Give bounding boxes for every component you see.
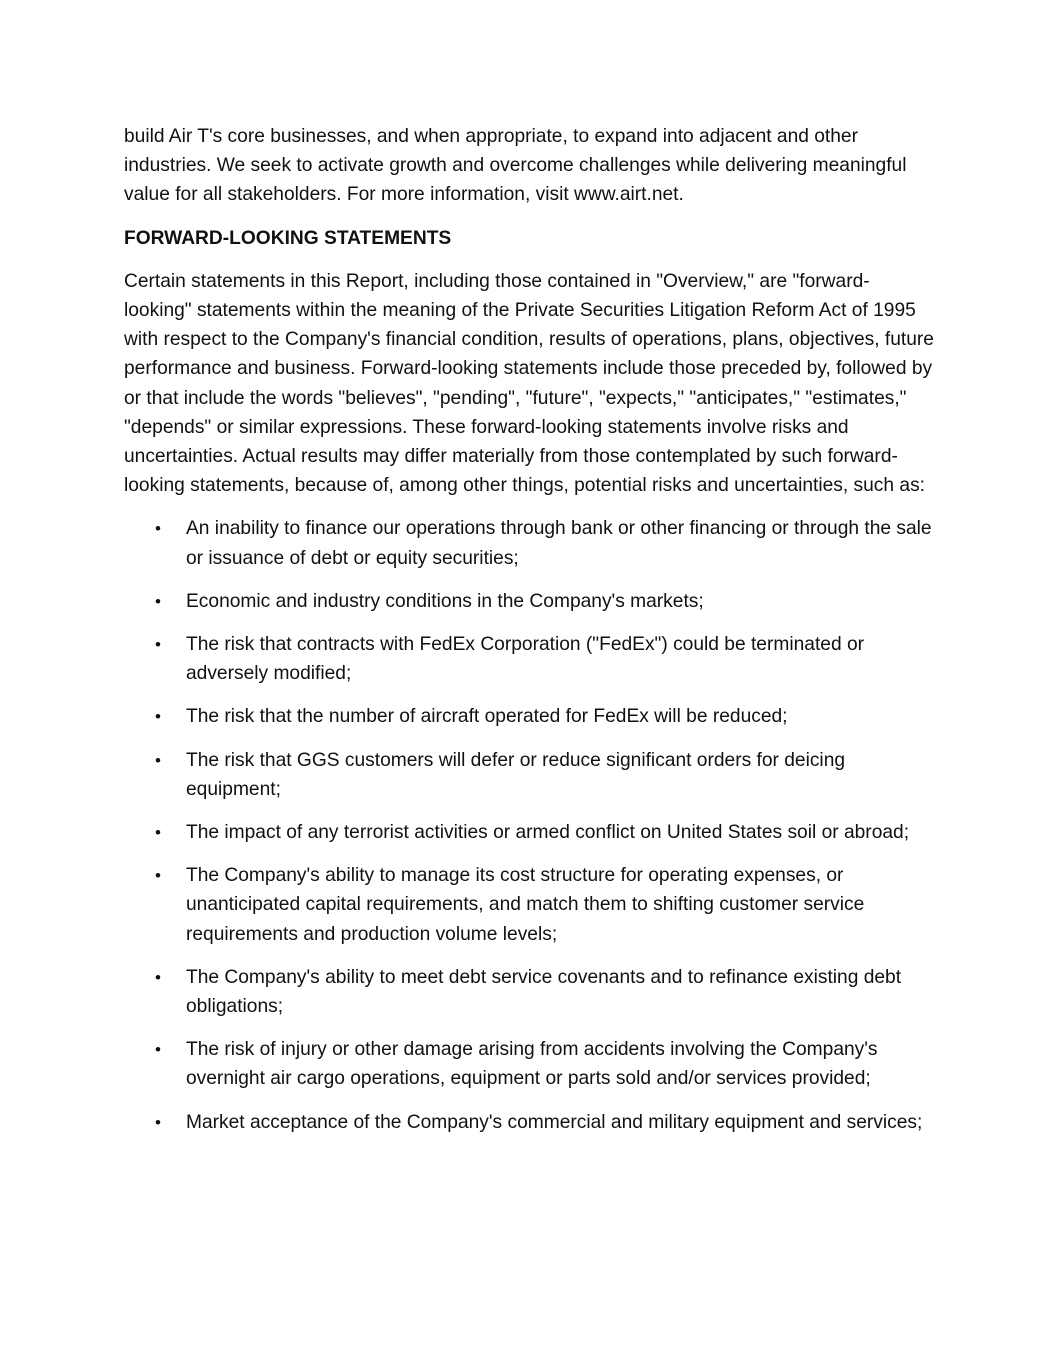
- list-item: [124, 702, 936, 731]
- intro-paragraph: build Air T's core businesses, and when appropriate, to expand into adjacent and other industries. We seek to activate growth and overcome challenges while delivering meaningful value for all stakeholders. For more information, visit www.airt.net.: [124, 126, 907, 206]
- list-item-text: The risk that contracts with FedEx Corporation ("FedEx") could be terminated or adversely modified;: [186, 634, 865, 685]
- bullet-icon: •: [155, 635, 161, 655]
- list-item: [124, 514, 936, 572]
- list-item: [124, 1108, 936, 1137]
- list-item-text: The risk that GGS customers will defer or reduce significant orders for deicing equipment;: [186, 749, 846, 800]
- bullet-icon: •: [155, 1040, 161, 1060]
- list-item: [124, 1035, 936, 1093]
- list-item-text: The risk that the number of aircraft operated for FedEx will be reduced;: [186, 706, 788, 728]
- list-item-text: Economic and industry conditions in the Company's markets;: [186, 590, 704, 612]
- list-item-text: Market acceptance of the Company's commercial and military equipment and services;: [186, 1111, 923, 1133]
- bullet-icon: •: [155, 823, 161, 843]
- list-item-text: The Company's ability to meet debt service covenants and to refinance existing debt obligations;: [186, 966, 902, 1018]
- bullet-icon: •: [155, 750, 161, 770]
- list-item-text: The impact of any terrorist activities or armed conflict on United States soil or abroad;: [186, 822, 910, 844]
- forward-looking-paragraph: Certain statements in this Report, including those contained in "Overview," are "forward-looking" statements within the meaning of the Private Securities Litigation Reform Act of 1995 with respect to the Company's financial condition, results of operations, plans, objectives, future performance and business. Forward-looking statements include those preceded by, followed by or that include the words "believes", "pending", "future", "expects," "anticipates," "estimates," "depends" or similar expressions. These forward-looking statements involve risks and uncertainties. Actual results may differ materially from those contemplated by such forward-looking statements, because of, among other things, potential risks and uncertainties, such as:: [124, 270, 934, 497]
- list-item: [124, 587, 936, 616]
- list-item: [124, 861, 936, 949]
- list-item: [124, 630, 936, 688]
- bullet-icon: •: [155, 591, 161, 611]
- section-heading: FORWARD-LOOKING STATEMENTS: [124, 227, 452, 249]
- list-item: [124, 818, 936, 847]
- list-item: [124, 746, 936, 804]
- document-page: [124, 122, 936, 1151]
- bullet-icon: •: [155, 1112, 161, 1132]
- list-item-text: The risk of injury or other damage arising from accidents involving the Company's overnight air cargo operations, equipment or parts sold and/or services provided;: [186, 1039, 878, 1090]
- list-item: [124, 963, 936, 1021]
- risk-list: [124, 514, 936, 1136]
- list-item-text: The Company's ability to manage its cost structure for operating expenses, or unanticipated capital requirements, and match them to shifting customer service requirements and production volume levels;: [186, 865, 865, 945]
- bullet-icon: •: [155, 519, 161, 539]
- list-item-text: An inability to finance our operations through bank or other financing or through the sale or issuance of debt or equity securities;: [186, 518, 932, 569]
- bullet-icon: •: [155, 967, 161, 987]
- bullet-icon: •: [155, 866, 161, 886]
- bullet-icon: •: [155, 707, 161, 727]
